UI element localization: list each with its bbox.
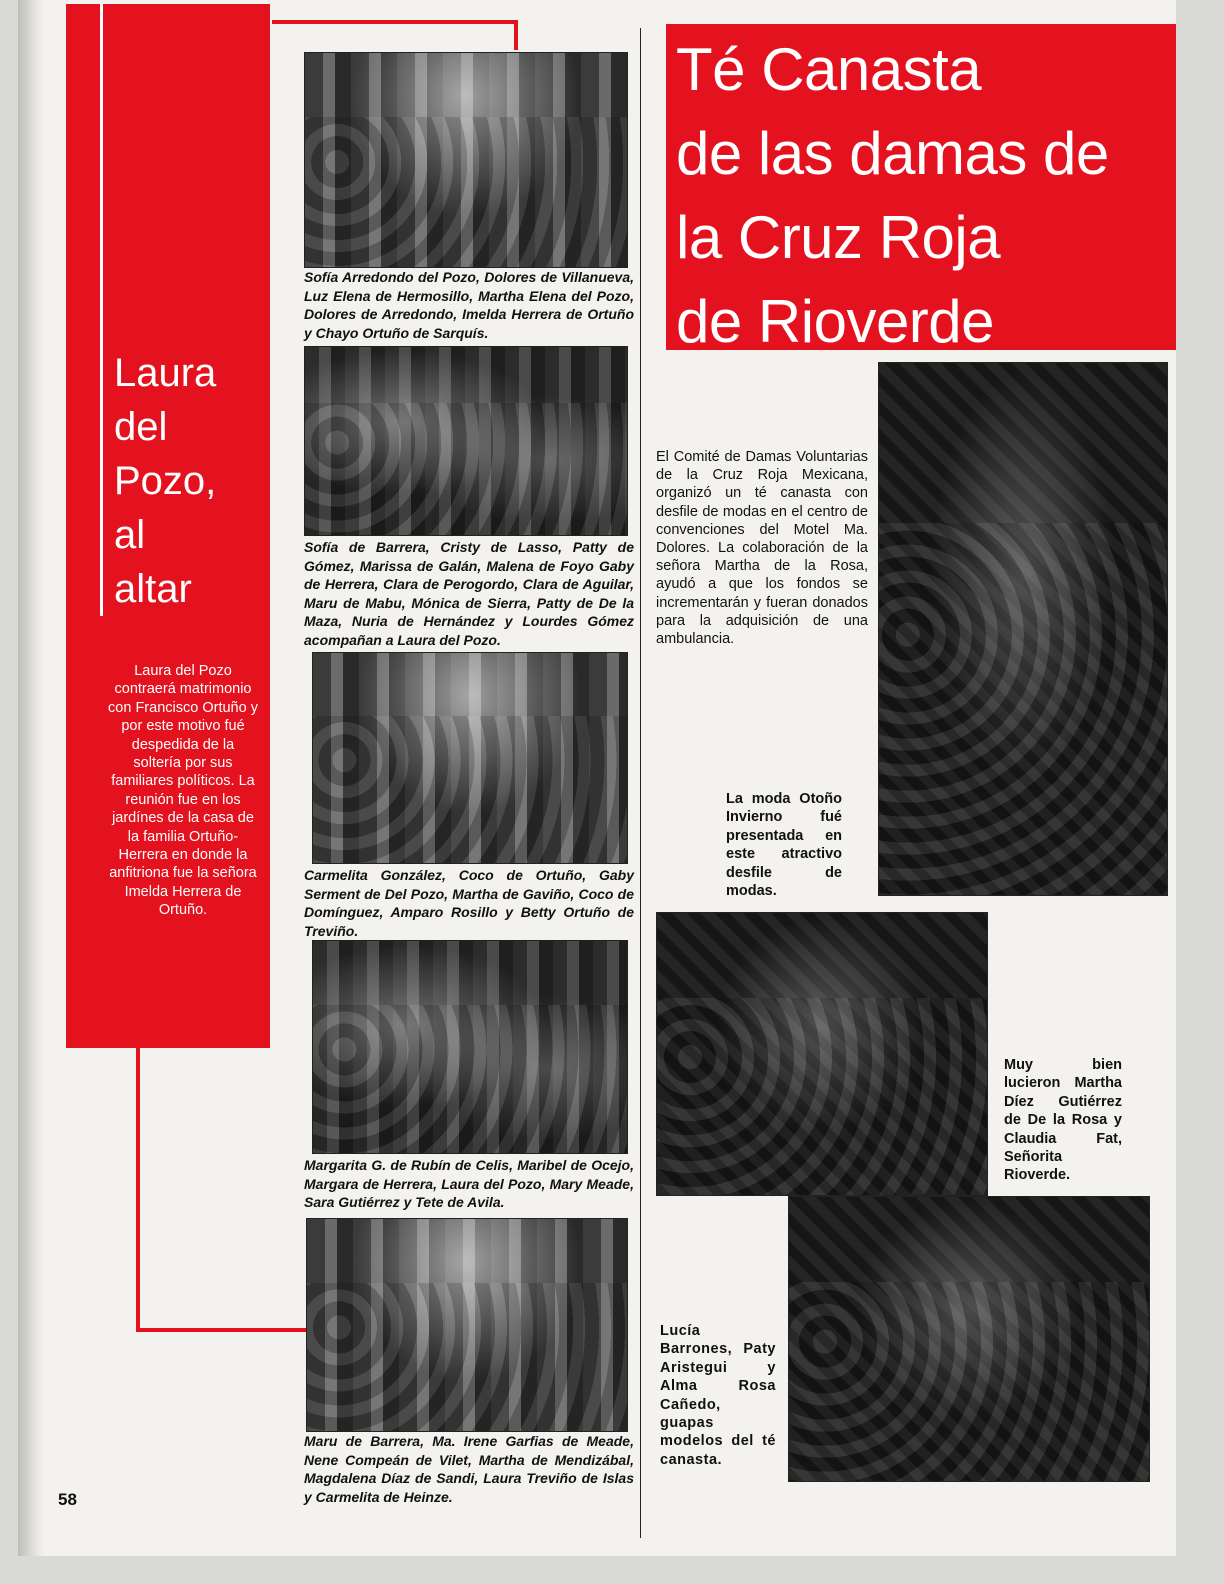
- photo-caption-3: Carmelita González, Coco de Ortuño, Gaby Serment de Del Pozo, Martha de Gaviño, Coco de Domínguez, Amparo Rosillo y Betty Ortuño de Treviño.: [304, 867, 634, 939]
- title-line: al: [114, 513, 146, 557]
- left-article-title: [114, 346, 264, 616]
- magazine-page: [18, 0, 1176, 1556]
- models-group-caption: Lucía Barrones, Paty Aristegui y Alma Rosa Cañedo, guapas modelos del té canasta.: [660, 1323, 776, 1468]
- sidebar-white-rule: [100, 4, 103, 616]
- page-number: 58: [58, 1490, 77, 1509]
- runway-photo-pair: [656, 912, 988, 1196]
- runway-photo-model: [878, 362, 1168, 896]
- left-article-intro: Laura del Pozo contraerá matrimonio con Francisco Ortuño y por este motivo fué despedida de la soltería por sus familiares políticos. La reunión fue en los jardínes de la casa de la familia Ortuño-Herrera en donde la anfitriona fue la señora Imelda Herrera de Ortuño.: [108, 663, 258, 919]
- right-article-title: [676, 28, 1172, 364]
- group-photo-3: [312, 652, 628, 864]
- frame-line-top: [272, 20, 518, 24]
- photo-caption-1: Sofía Arredondo del Pozo, Dolores de Villanueva, Luz Elena de Hermosillo, Martha Elena del Pozo, Dolores de Arredondo, Imelda Herrera de Ortuño y Chayo Ortuño de Sarquís.: [304, 269, 634, 341]
- group-photo-5: [306, 1218, 628, 1432]
- page-spine-shadow: [18, 0, 44, 1556]
- title-line: Té Canasta: [676, 36, 982, 103]
- photo-caption-5: Maru de Barrera, Ma. Irene Garfias de Meade, Nene Compeán de Vilet, Martha de Mendizábal, Magdalena Díaz de Sandi, Laura Treviño de Islas y Carmelita de Heinze.: [304, 1433, 634, 1505]
- group-photo-4: [312, 940, 628, 1154]
- runway-photo-group: [788, 1196, 1150, 1482]
- title-line: de las damas de: [676, 120, 1109, 187]
- title-line: Pozo,: [114, 459, 217, 503]
- group-photo-2: [304, 346, 628, 536]
- title-line: Laura: [114, 351, 217, 395]
- models-pair-caption: Muy bien lucieron Martha Díez Gutiérrez de De la Rosa y Claudia Fat, Señorita Rioverde.: [1004, 1057, 1122, 1184]
- frame-line-top-right: [514, 20, 518, 50]
- title-line: de Rioverde: [676, 288, 995, 355]
- fashion-caption: La moda Otoño Invierno fué presentada en este atractivo desfile de modas.: [726, 791, 842, 900]
- column-divider: [640, 28, 641, 1538]
- photo-caption-4: Margarita G. de Rubín de Celis, Maribel de Ocejo, Margara de Herrera, Laura del Pozo, Mary Meade, Sara Gutiérrez y Tete de Avila.: [304, 1157, 634, 1210]
- title-line: la Cruz Roja: [676, 204, 1001, 271]
- frame-line-left-vertical: [136, 1048, 140, 1332]
- title-line: del: [114, 405, 168, 449]
- group-photo-1: [304, 52, 628, 268]
- frame-line-bottom: [136, 1328, 306, 1332]
- right-article-body: El Comité de Damas Voluntarias de la Cruz Roja Mexicana, organizó un té canasta con desfile de modas en el centro de convenciones del Motel Ma. Dolores. La colaboración de la señora Martha de la Rosa, ayudó a que los fondos se incrementarán y fueran donados para la adquisición de una ambulancia.: [656, 449, 868, 648]
- title-line: altar: [114, 567, 192, 611]
- photo-caption-2: Sofía de Barrera, Cristy de Lasso, Patty de Gómez, Marissa de Galán, Malena de Foyo Gaby de Herrera, Clara de Perogordo, Clara de Aguilar, Maru de Mabu, Mónica de Sierra, Patty de De la Maza, Nuria de Hernández y Lourdes Gómez acompañan a Laura del Pozo.: [304, 539, 634, 648]
